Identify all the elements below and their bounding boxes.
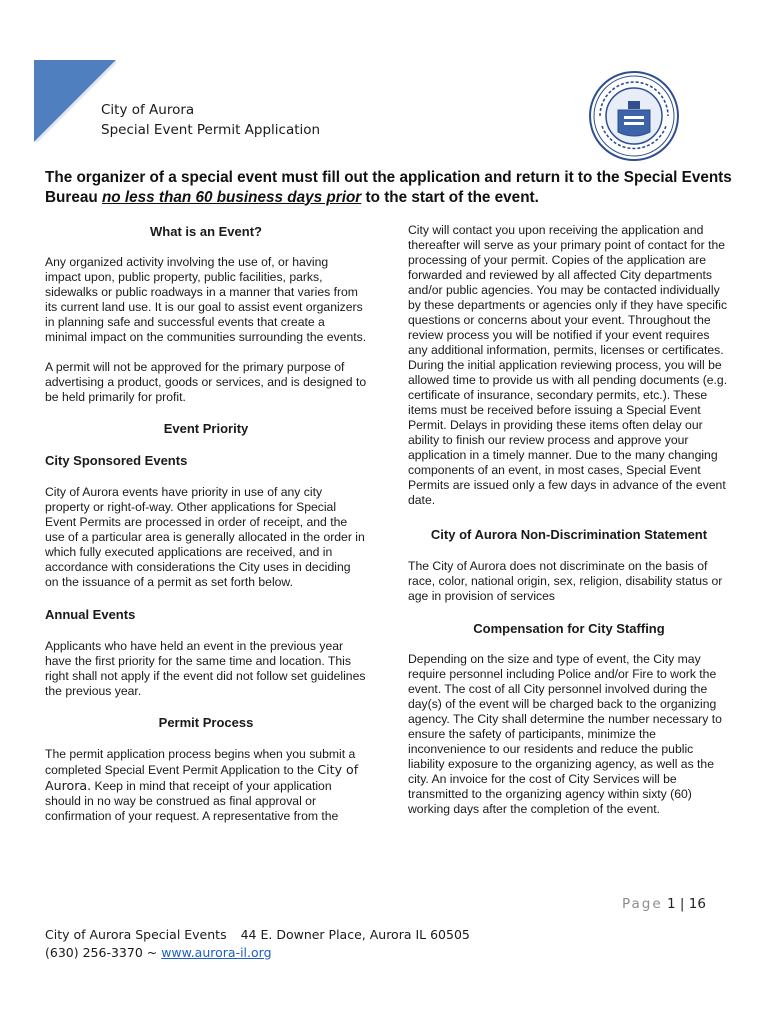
city-sponsored-paragraph: City of Aurora events have priority in use of any city property or right-of-way. Other applications for Special Event Permits are processed in order of receipt, and the use of a particular area is generally allocated in the order in which fully executed applications are received, and in accordance with considerations the City uses in deciding on the issuance of a permit as set forth below.	[45, 485, 365, 589]
annual-events-paragraph: Applicants who have held an event in the previous year have the first priority for the same time and location. This right shall not apply if the event did not follow set guidelines the previous year.	[45, 639, 366, 698]
compensation-heading: Compensation for City Staffing	[473, 621, 665, 636]
permit-process-paragraph	[45, 747, 367, 824]
permit-process-continued: City will contact you upon receiving the application and thereafter will serve as your primary point of contact for the processing of your permit. Copies of the application are forwarded and reviewed by all affected City departments and/or public agencies. You may be contacted individually by these departments or agencies only if they have specific questions or concerns about your event. Throughout the review process you will be notified if your event requires any additional information, permits, licenses or certificates. During the initial application reviewing process, you will be allowed time to provide us with all pending documents (e.g. certificate of insurance, secondary permits, etc.). These items must be received before issuing a Special Event Permit. Delays in providing these items often delay our ability to finish our review process and approve your application in a timely manner. Due to the many changing components of an event, in most cases, Special Event Permits are issued only a few days in advance of the event date.	[408, 223, 728, 507]
intro-text-start: The organizer of a special event must fill out the application and return it to the Special Events Bureau	[45, 169, 732, 206]
page-number	[622, 896, 706, 912]
event-priority-heading: Event Priority	[163, 421, 249, 436]
what-is-event-paragraph: Any organized activity involving the use of, or having impact upon, public property, public facilities, parks, sidewalks or public roadways in a manner that varies from its current land use. It is our goal to assist event organizers in planning safe and successful events that create a minimal impact on the communities surrounding the events.	[45, 255, 367, 344]
permit-process-heading: Permit Process	[158, 715, 254, 730]
page-label: Page	[622, 896, 663, 912]
compensation-paragraph: Depending on the size and type of event, the City may require personnel including Police and/or Fire to work the event. The cost of all City personnel involved during the day(s) of the event will be charged back to the organizing agency. The City shall determine the number necessary to ensure the safety of participants, minimize the inconvenience to our residents and reduce the public liability exposure to the organizing agency, as well as the city. An invoice for the cost of City Services will be transmitted to the organizing agency within sixty (60) working days after the completion of the event.	[408, 652, 722, 816]
city-seal-logo	[588, 70, 680, 162]
non-discrimination-paragraph: The City of Aurora does not discriminate on the basis of race, color, national origin, sex, religion, disability status or age in provision of services	[408, 559, 723, 603]
advertising-paragraph: A permit will not be approved for the primary purpose of advertising a product, goods or services, and is designed to be held primarily for profit.	[45, 360, 367, 404]
footer-org: City of Aurora Special Events	[45, 927, 227, 942]
annual-events-heading: Annual Events	[45, 607, 136, 622]
footer-address: 44 E. Downer Place, Aurora IL 60505	[240, 927, 470, 942]
permit-process-text-c: Keep in mind that receipt of your application should in no way be construed as final approval or confirmation of your request. A representative from the	[45, 779, 339, 823]
intro-statement	[45, 168, 735, 207]
page-current: 1	[666, 896, 676, 912]
left-column	[45, 224, 367, 824]
header-line-city: City of Aurora	[101, 102, 195, 118]
page-footer	[45, 926, 470, 961]
non-discrimination-heading: City of Aurora Non-Discrimination Statement	[430, 527, 708, 542]
page-total: 16	[688, 896, 706, 912]
footer-line-1	[45, 926, 470, 944]
intro-text-end: to the start of the event.	[361, 188, 539, 206]
permit-process-text-a: The permit application process begins when you submit a completed Special Event Permit Application to the	[45, 747, 356, 777]
header-line-title: Special Event Permit Application	[101, 121, 321, 138]
city-sponsored-heading: City Sponsored Events	[45, 453, 188, 468]
footer-line-2	[45, 944, 470, 962]
right-column	[408, 223, 730, 817]
footer-website-link[interactable]: www.aurora-il.org	[161, 944, 272, 960]
page-separator: |	[679, 896, 685, 912]
what-is-event-heading: What is an Event?	[150, 224, 262, 239]
footer-phone: (630) 256-3370 ~	[45, 944, 162, 960]
document-header	[101, 101, 320, 140]
intro-deadline-emphasis: no less than 60 business days prior	[101, 188, 362, 206]
permit-process-text-city: City of Aurora.	[45, 762, 359, 793]
